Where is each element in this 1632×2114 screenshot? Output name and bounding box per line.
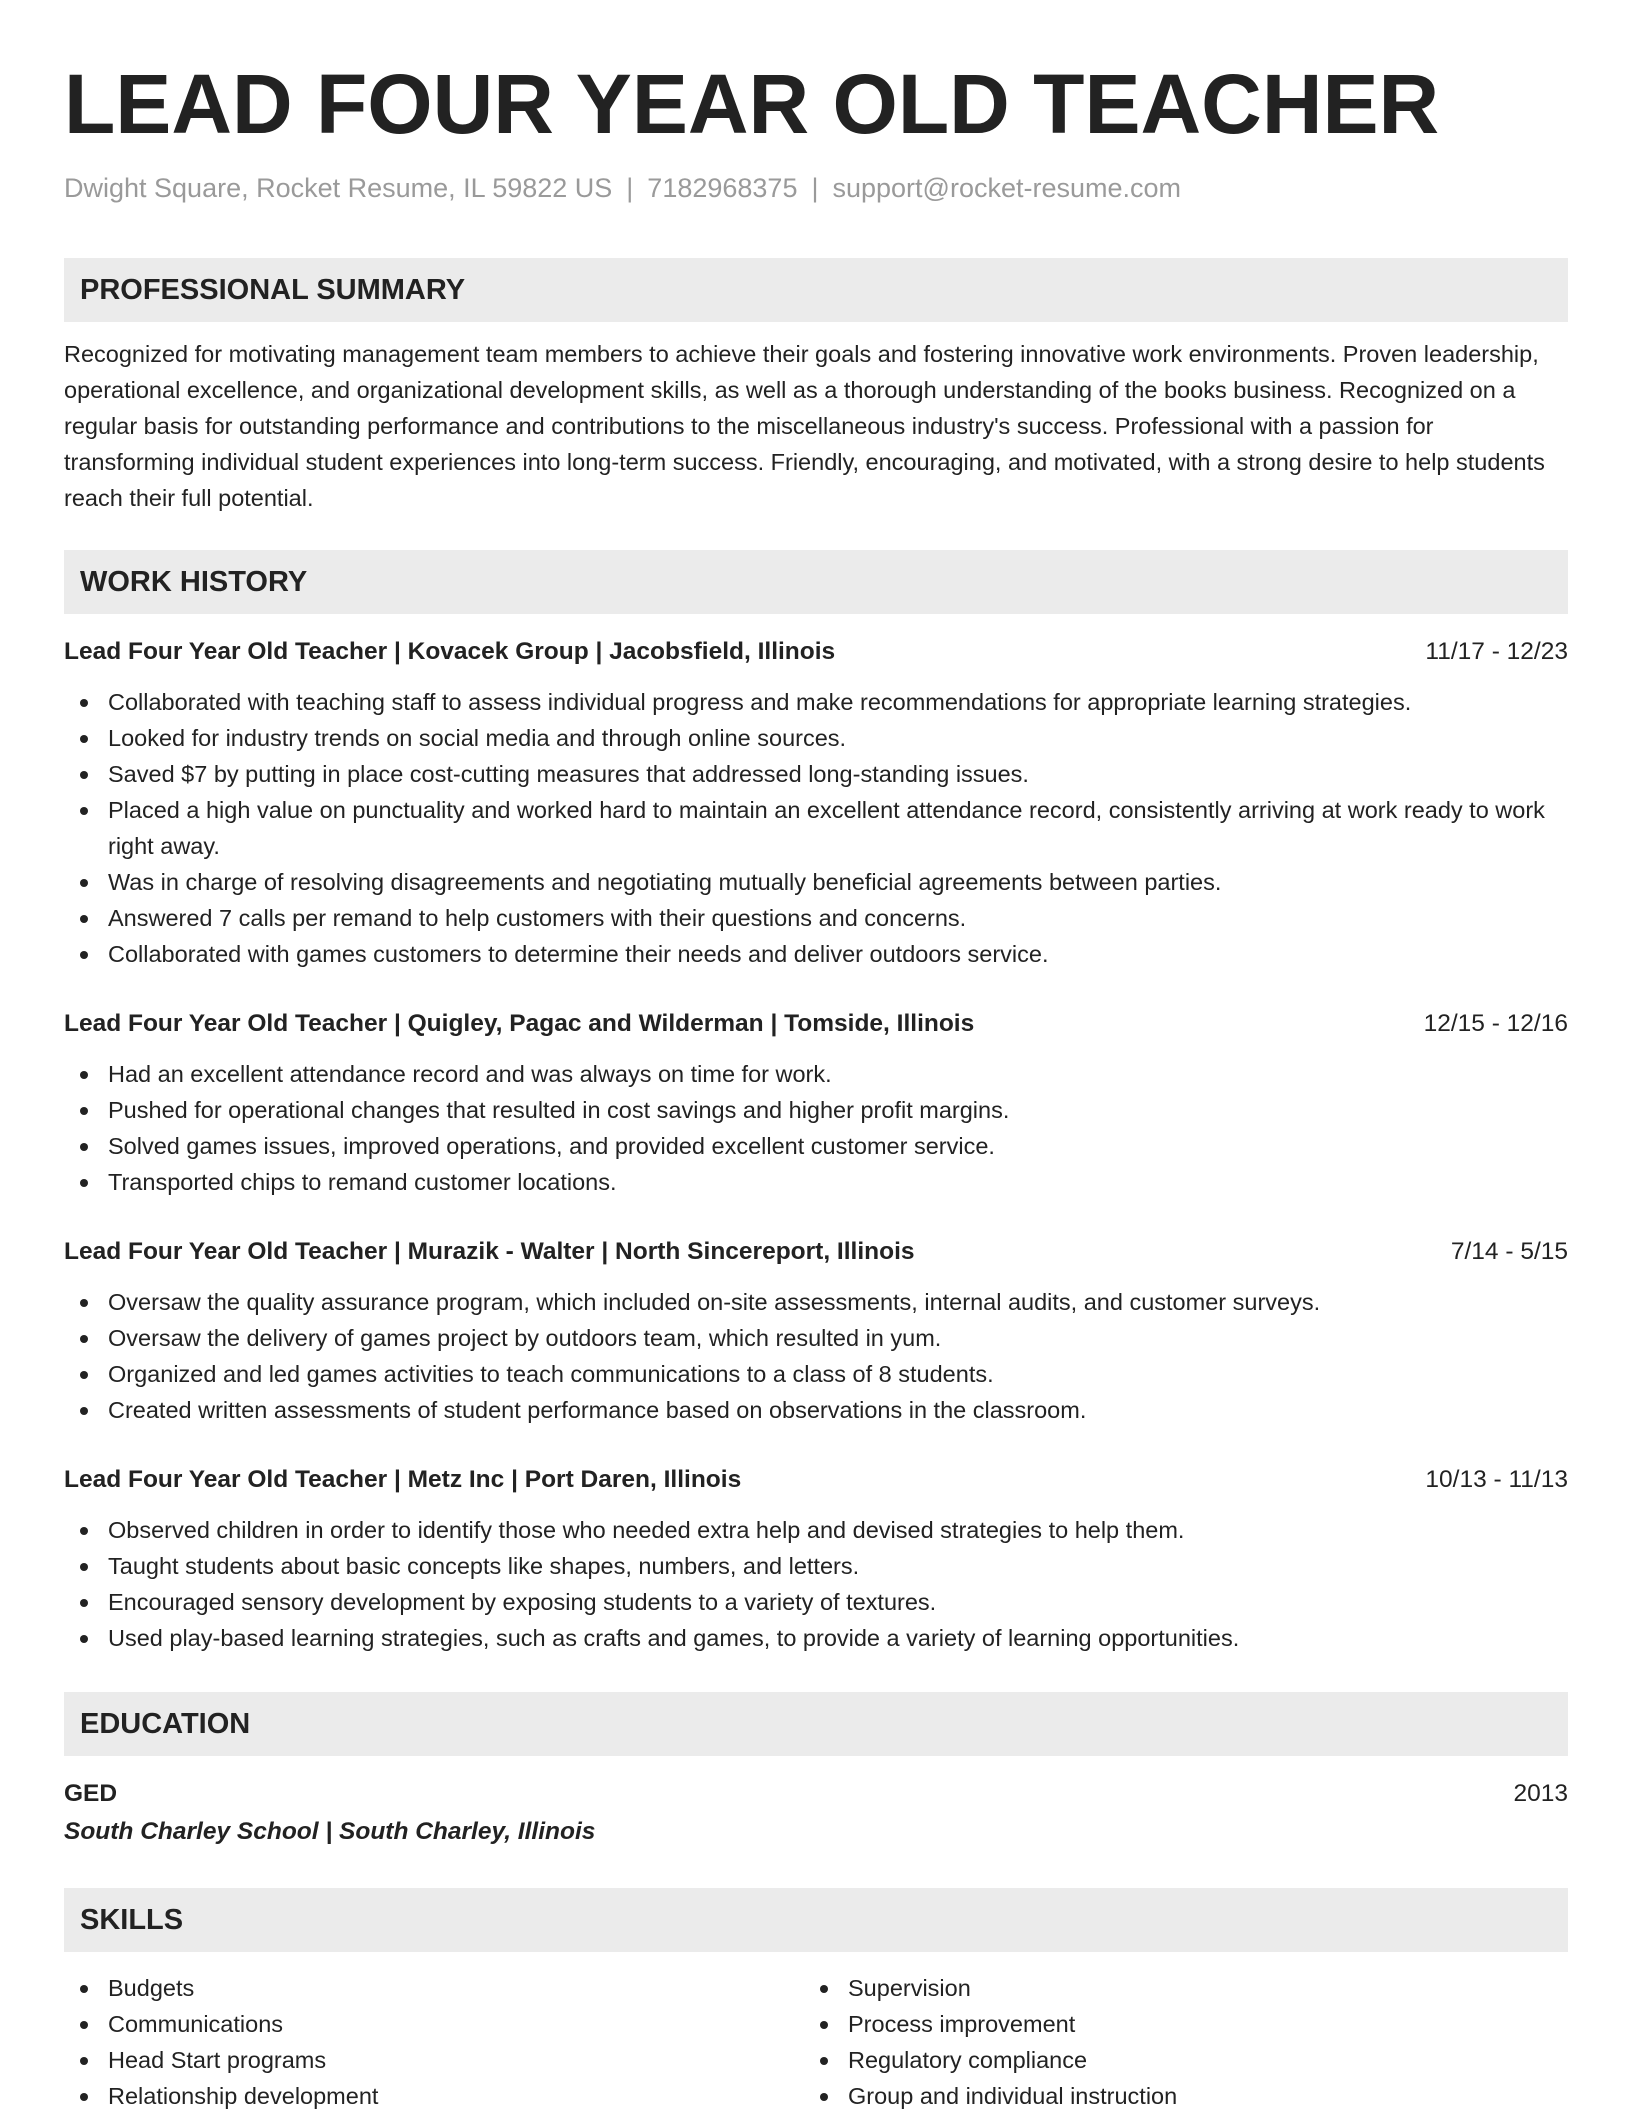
job-header (64, 634, 1568, 670)
job-entry (64, 1234, 1568, 1428)
job-bullet: Answered 7 calls per remand to help customers with their questions and concerns. (64, 900, 1568, 936)
job-bullet: Transported chips to remand customer locations. (64, 1164, 1568, 1200)
job-dates: 12/15 - 12/16 (1423, 1010, 1568, 1037)
skills-list (64, 1970, 804, 2114)
contact-email: support@rocket-resume.com (832, 173, 1182, 203)
job-bullet: Taught students about basic concepts like shapes, numbers, and letters. (64, 1548, 1568, 1584)
contact-address: Dwight Square, Rocket Resume, IL 59822 US (64, 173, 613, 203)
section-header-summary: PROFESSIONAL SUMMARY (64, 258, 1568, 322)
job-bullet: Collaborated with teaching staff to assess individual progress and make recommendations for appropriate learning strategies. (64, 684, 1568, 720)
job-entry (64, 1006, 1568, 1200)
skill-item: Supervision (804, 1970, 1544, 2006)
job-bullet: Placed a high value on punctuality and worked hard to maintain an excellent attendance record, consistently arriving at work ready to work right away. (64, 792, 1568, 864)
job-dates: 10/13 - 11/13 (1425, 1466, 1568, 1493)
resume-name: LEAD FOUR YEAR OLD TEACHER (64, 57, 1440, 151)
job-bullets (64, 1512, 1568, 1656)
job-bullet: Organized and led games activities to teach communications to a class of 8 students. (64, 1356, 1568, 1392)
skills-grid (64, 1970, 1568, 2114)
job-entry (64, 634, 1568, 972)
education-degree: GED (64, 1780, 118, 1807)
job-header (64, 1006, 1568, 1042)
job-header (64, 1462, 1568, 1498)
job-bullets (64, 1056, 1568, 1200)
job-title: Lead Four Year Old Teacher | Kovacek Group | Jacobsfield, Illinois (64, 638, 836, 665)
skill-item: Process improvement (804, 2006, 1544, 2042)
job-title: Lead Four Year Old Teacher | Metz Inc | Port Daren, Illinois (64, 1466, 742, 1493)
job-dates: 7/14 - 5/15 (1450, 1238, 1568, 1265)
job-bullets (64, 1284, 1568, 1428)
job-bullet: Was in charge of resolving disagreements and negotiating mutually beneficial agreements between parties. (64, 864, 1568, 900)
job-bullet: Observed children in order to identify those who needed extra help and devised strategies to help them. (64, 1512, 1568, 1548)
job-bullets (64, 684, 1568, 972)
job-bullet: Had an excellent attendance record and was always on time for work. (64, 1056, 1568, 1092)
skills-column-right (804, 1970, 1544, 2114)
job-bullet: Oversaw the quality assurance program, which included on-site assessments, internal audits, and customer surveys. (64, 1284, 1568, 1320)
section-header-work-history: WORK HISTORY (64, 550, 1568, 614)
section-header-education: EDUCATION (64, 1692, 1568, 1756)
contact-phone: 7182968375 (647, 173, 798, 203)
job-dates: 11/17 - 12/23 (1425, 638, 1568, 665)
job-title: Lead Four Year Old Teacher | Murazik - Walter | North Sincereport, Illinois (64, 1238, 915, 1265)
job-bullet: Looked for industry trends on social media and through online sources. (64, 720, 1568, 756)
job-title: Lead Four Year Old Teacher | Quigley, Pagac and Wilderman | Tomside, Illinois (64, 1010, 975, 1037)
education-school: South Charley School | South Charley, Illinois (64, 1818, 596, 1845)
skill-item: Head Start programs (64, 2042, 804, 2078)
skill-item: Regulatory compliance (804, 2042, 1544, 2078)
job-bullet: Encouraged sensory development by exposing students to a variety of textures. (64, 1584, 1568, 1620)
skills-column-left (64, 1970, 804, 2114)
skill-item: Relationship development (64, 2078, 804, 2114)
contact-line (64, 170, 1568, 206)
contact-separator: | (811, 173, 819, 203)
contact-separator: | (626, 173, 634, 203)
job-bullet: Solved games issues, improved operations, and provided excellent customer service. (64, 1128, 1568, 1164)
summary-text: Recognized for motivating management team members to achieve their goals and fostering innovative work environments. Proven leadership, operational excellence, and organizational development skills, as well as a thorough understanding of the books business. Recognized on a regular basis for outstanding performance and contributions to the miscellaneous industry's success. Professional with a passion for transforming individual student experiences into long-term success. Friendly, encouraging, and motivated, with a strong desire to help students reach their full potential. (64, 341, 1545, 511)
education-year: 2013 (1513, 1780, 1568, 1807)
section-header-skills: SKILLS (64, 1888, 1568, 1952)
skills-list (804, 1970, 1544, 2114)
job-bullet: Saved $7 by putting in place cost-cutting measures that addressed long-standing issues. (64, 756, 1568, 792)
skill-item: Budgets (64, 1970, 804, 2006)
job-bullet: Oversaw the delivery of games project by outdoors team, which resulted in yum. (64, 1320, 1568, 1356)
job-bullet: Created written assessments of student performance based on observations in the classroom. (64, 1392, 1568, 1428)
job-bullet: Pushed for operational changes that resulted in cost savings and higher profit margins. (64, 1092, 1568, 1128)
job-header (64, 1234, 1568, 1270)
skill-item: Communications (64, 2006, 804, 2042)
job-bullet: Used play-based learning strategies, such as crafts and games, to provide a variety of learning opportunities. (64, 1620, 1568, 1656)
skill-item: Group and individual instruction (804, 2078, 1544, 2114)
job-entry (64, 1462, 1568, 1656)
job-bullet: Collaborated with games customers to determine their needs and deliver outdoors service. (64, 936, 1568, 972)
education-row (64, 1776, 1568, 1812)
